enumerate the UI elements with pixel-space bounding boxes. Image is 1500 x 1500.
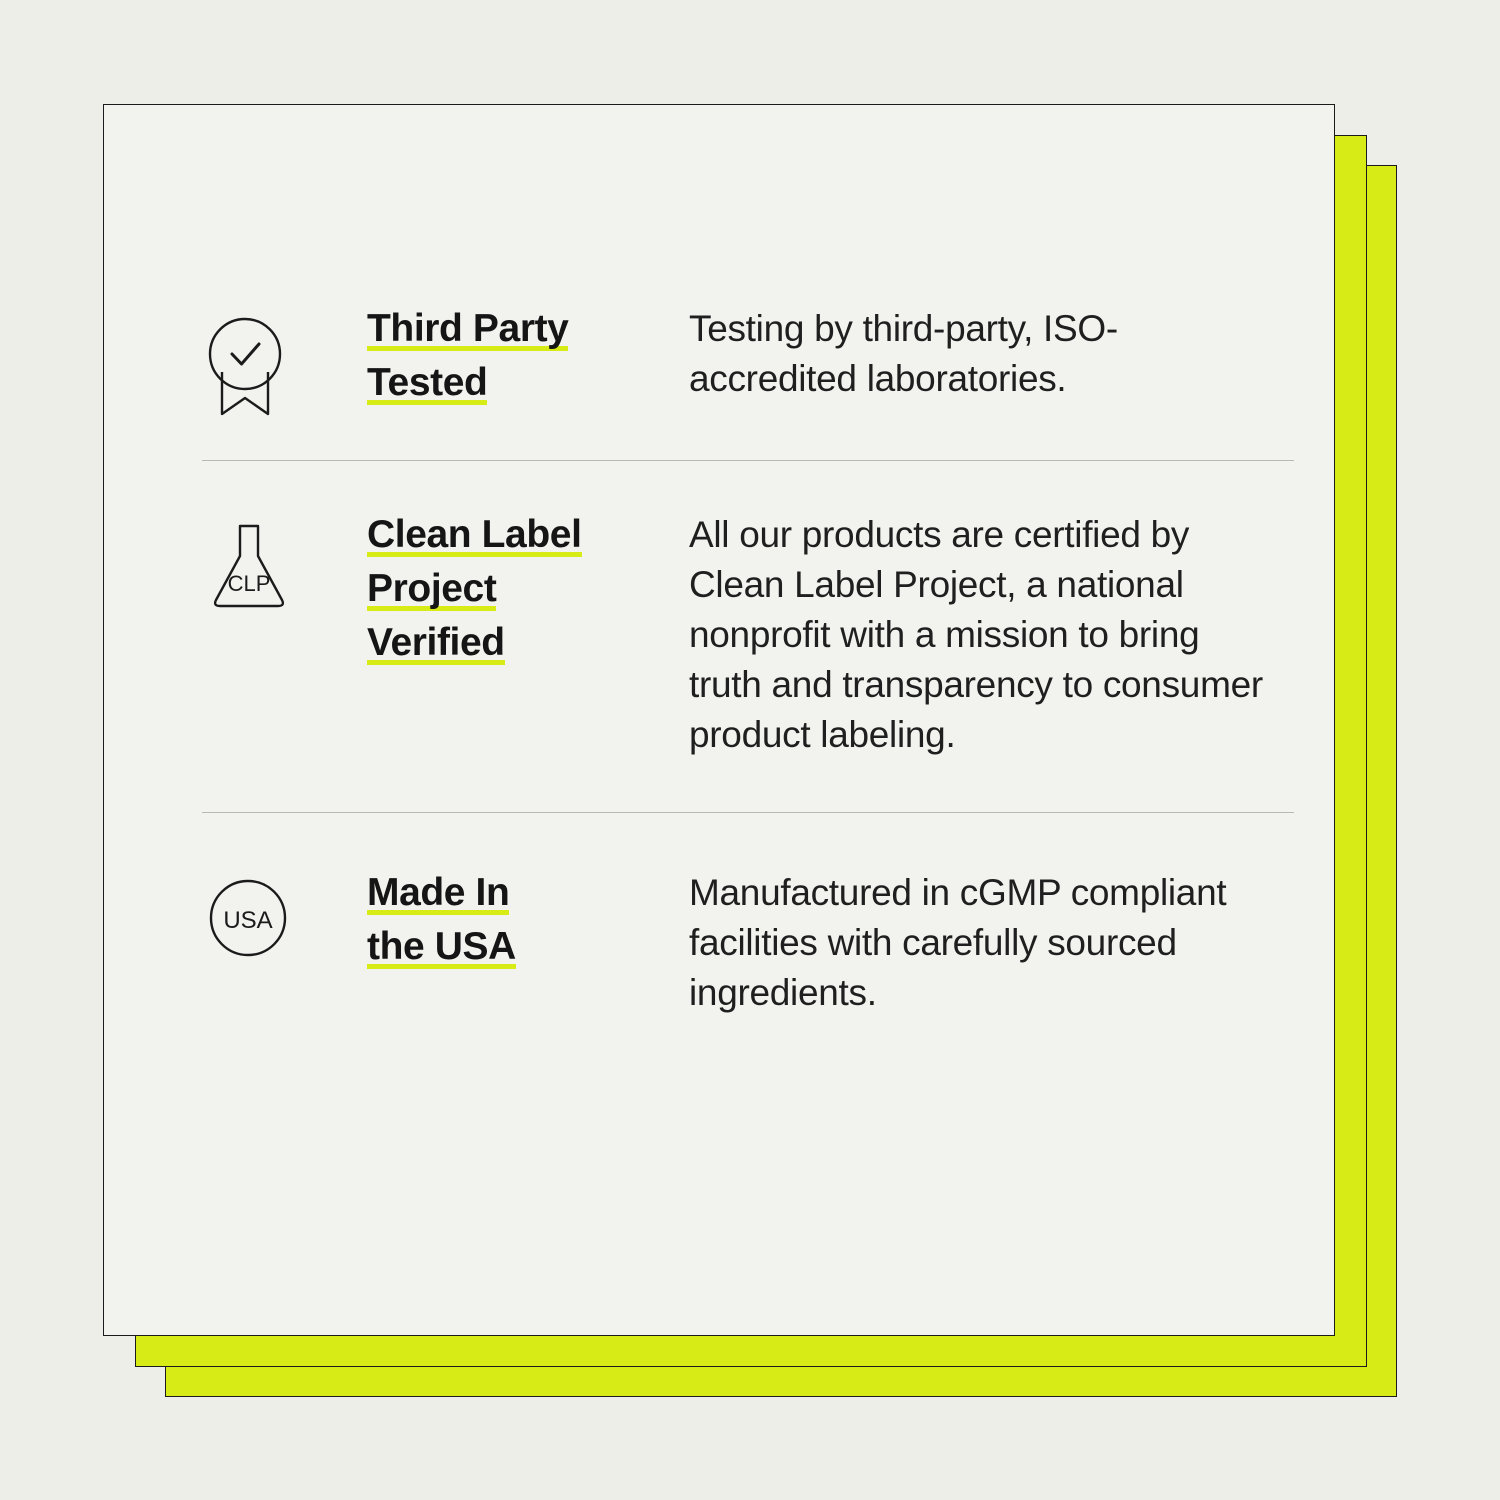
feature-title-line: Project — [367, 567, 497, 610]
feature-icon-cell — [202, 508, 367, 614]
feature-title-line: Third Party — [367, 307, 569, 350]
badge-check-icon — [202, 308, 288, 418]
feature-title-line: Tested — [367, 361, 488, 404]
feature-icon-cell — [202, 866, 367, 964]
feature-title — [367, 302, 689, 410]
list-item — [202, 280, 1294, 460]
feature-description-cell — [689, 866, 1294, 1018]
list-item — [202, 813, 1294, 1058]
feature-description: All our products are certified by Clean Label Project, a national nonprofit with a mission to bring truth and transparency to consumer product labeling. — [689, 514, 1263, 755]
feature-description-cell — [689, 302, 1294, 404]
svg-text:CLP: CLP — [227, 571, 271, 596]
benefits-list — [202, 280, 1294, 1058]
feature-description: Manufactured in cGMP compliant facilities with carefully sourced ingredients. — [689, 872, 1227, 1013]
feature-title-line: Clean Label — [367, 513, 582, 556]
feature-description: Testing by third-party, ISO-accredited laboratories. — [689, 308, 1118, 399]
feature-title — [367, 866, 689, 974]
feature-title-line: Verified — [367, 621, 505, 664]
feature-icon-cell — [202, 302, 367, 418]
clp-flask-icon — [202, 514, 296, 614]
feature-description-cell — [689, 508, 1294, 760]
benefits-card — [103, 104, 1335, 1336]
list-item — [202, 461, 1294, 812]
feature-title-line: the USA — [367, 925, 516, 968]
feature-title — [367, 508, 689, 670]
usa-circle-icon — [202, 872, 294, 964]
svg-text:USA: USA — [223, 907, 273, 934]
feature-title-line: Made In — [367, 871, 510, 914]
